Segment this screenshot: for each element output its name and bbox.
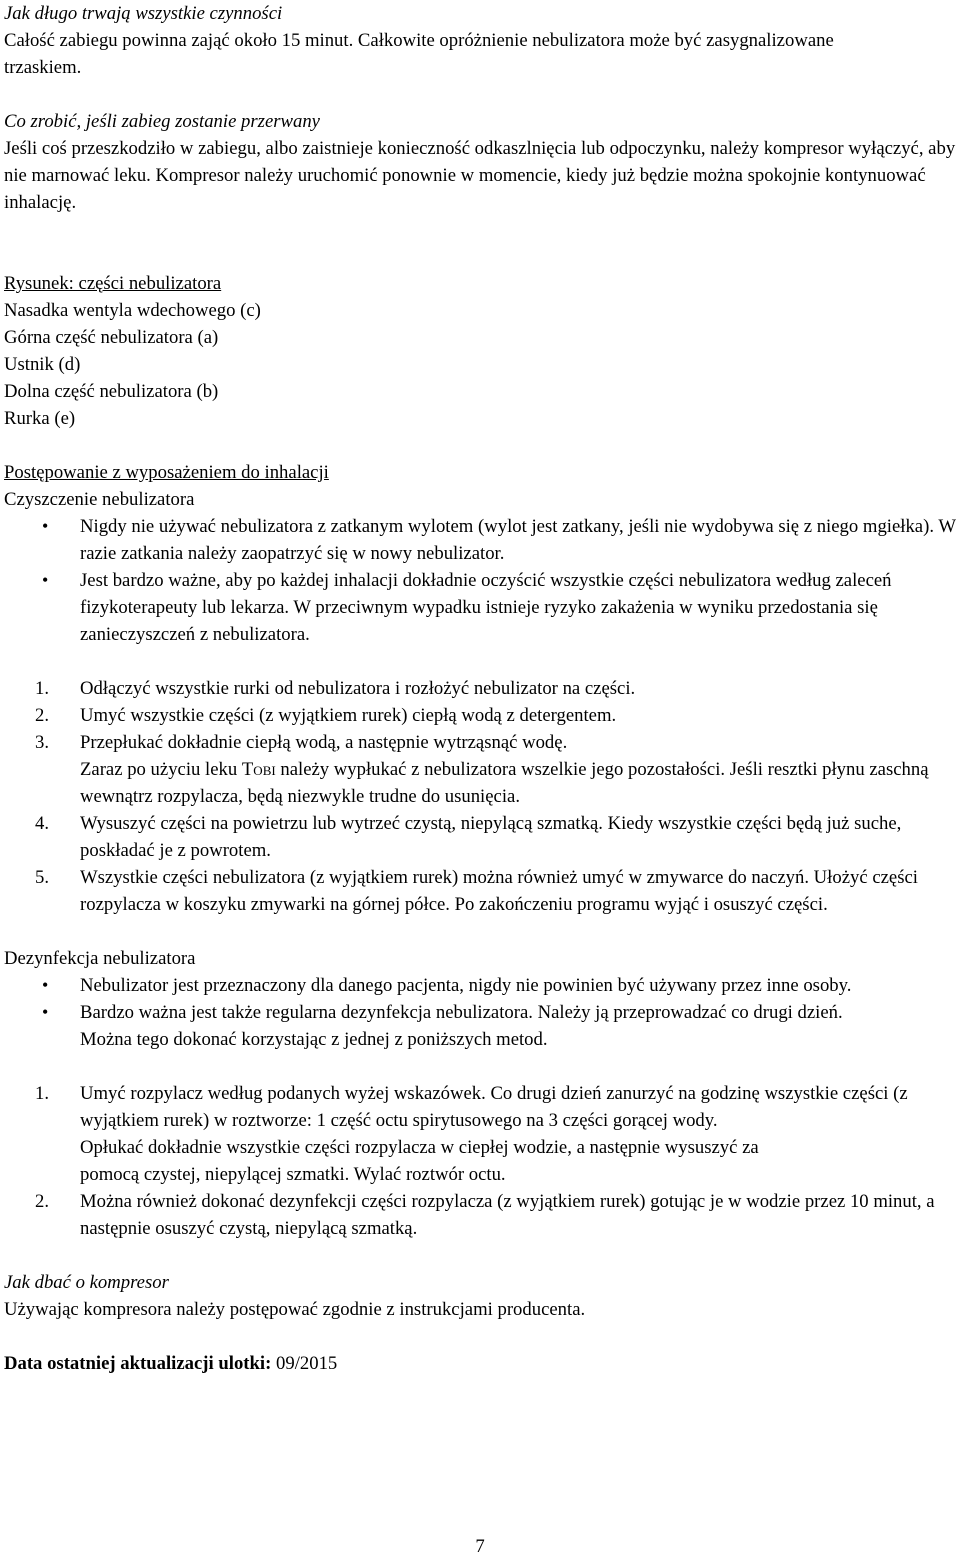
figure-part: Górna część nebulizatora (a) (4, 327, 219, 348)
step-text: Wszystkie części nebulizatora (z wyjątkiem rurek) można również umyć w zmywarce do naczyń. Ułożyć części rozpylacza w koszyku zmywarki na górnej półce. Po zakończeniu programu wyjąć i osuszyć części. (80, 867, 918, 915)
page-number: 7 (475, 1536, 485, 1557)
list-item: • Jest bardzo ważne, aby po każdej inhalacji dokładnie oczyścić wszystkie części nebulizatora według zaleceń fizykoterapeuty lub lekarza. W przeciwnym wypadku istnieje ryzyko zakażenia w wyniku przedostania się zanieczyszczeń z nebulizatora. (4, 567, 956, 648)
duration-heading: Jak długo trwają wszystkie czynności (4, 3, 283, 24)
figure-part: Nasadka wentyla wdechowego (c) (4, 300, 261, 321)
step-number: 2. (35, 1191, 50, 1212)
step-note: należy wypłukać z nebulizatora wszelkie jego pozostałości. Jeśli resztki płynu zaschną wewnątrz rozpylacza, będą niezwykle trudne do usunięcia. (80, 759, 929, 807)
step-number: 4. (35, 813, 50, 834)
step-number: 1. (35, 1083, 50, 1104)
list-item (4, 729, 956, 810)
compressor-heading: Jak dbać o kompresor (4, 1272, 169, 1293)
brand-name: Tobi (241, 759, 276, 780)
update-date: 09/2015 (271, 1353, 338, 1374)
duration-text: Całość zabiegu powinna zająć około 15 minut. Całkowite opróżnienie nebulizatora może być zasygnalizowane trzaskiem. (4, 30, 834, 78)
list-item (4, 810, 956, 864)
update-label: Data ostatniej aktualizacji ulotki: (4, 1353, 272, 1374)
step-note: Zaraz po użyciu leku (80, 759, 242, 780)
figure-part: Rurka (e) (4, 408, 76, 429)
cleaning-bullets (4, 513, 956, 648)
cleaning-steps (4, 675, 956, 918)
list-item (4, 864, 956, 918)
figure-part: Ustnik (d) (4, 354, 81, 375)
list-item: • Nigdy nie używać nebulizatora z zatkanym wylotem (wylot jest zatkany, jeśli nie wydobywa się z niego mgiełka). W razie zatkania należy zaopatrzyć się w nowy nebulizator. (4, 513, 956, 567)
step-note: Opłukać dokładnie wszystkie części rozpylacza w ciepłej wodzie, a następnie wysuszyć za pomocą czystej, niepylącej szmatki. Wylać roztwór octu. (80, 1137, 759, 1185)
list-item: • Nebulizator jest przeznaczony dla danego pacjenta, nigdy nie powinien być używany przez inne osoby. (4, 972, 884, 999)
list-item (4, 1080, 956, 1188)
step-text: Przepłukać dokładnie ciepłą wodą, a następnie wytrząsnąć wodę. (80, 732, 568, 753)
list-item (4, 675, 956, 702)
step-number: 3. (35, 732, 50, 753)
list-item (4, 702, 956, 729)
list-item: • Bardzo ważna jest także regularna dezynfekcja nebulizatora. Należy ją przeprowadzać co drugi dzień. Można tego dokonać korzystając z jednej z poniższych metod. (4, 999, 884, 1053)
figure-parts-list (4, 297, 956, 432)
step-text: Wysuszyć części na powietrzu lub wytrzeć czystą, niepylącą szmatką. Kiedy wszystkie części będą już suche, poskładać je z powrotem. (80, 813, 902, 861)
step-text: Odłączyć wszystkie rurki od nebulizatora i rozłożyć nebulizator na części. (80, 678, 636, 699)
step-text: Można również dokonać dezynfekcji części rozpylacza (z wyjątkiem rurek) gotując je w wodzie przez 10 minut, a następnie osuszyć czystą, niepylącą szmatką. (80, 1191, 935, 1239)
figure-heading: Rysunek: części nebulizatora (4, 273, 222, 294)
list-item (4, 1188, 956, 1242)
compressor-text: Używając kompresora należy postępować zgodnie z instrukcjami producenta. (4, 1299, 586, 1320)
interrupt-heading: Co zrobić, jeśli zabieg zostanie przerwany (4, 111, 320, 132)
step-number: 5. (35, 867, 50, 888)
disinfection-steps (4, 1080, 956, 1242)
interrupt-text: Jeśli coś przeszkodziło w zabiegu, albo zaistnieje konieczność odkaszlnięcia lub odpoczynku, należy kompresor wyłączyć, aby nie marnować leku. Kompresor należy uruchomić ponownie w momencie, kiedy już będzie można spokojnie kontynuować inhalację. (4, 138, 956, 213)
procedure-heading: Postępowanie z wyposażeniem do inhalacji (4, 462, 329, 483)
figure-part: Dolna część nebulizatora (b) (4, 381, 219, 402)
update-line (4, 1350, 956, 1377)
step-text: Umyć rozpylacz według podanych wyżej wskazówek. Co drugi dzień zanurzyć na godzinę wszystkie części (z wyjątkiem rurek) w roztworze: 1 część octu spirytusowego na 3 części gorącej wody. (80, 1083, 908, 1131)
document-page (4, 0, 956, 1377)
step-number: 2. (35, 705, 50, 726)
cleaning-heading: Czyszczenie nebulizatora (4, 489, 195, 510)
step-number: 1. (35, 678, 50, 699)
disinfection-bullets (4, 972, 884, 1053)
step-text: Umyć wszystkie części (z wyjątkiem rurek) ciepłą wodą z detergentem. (80, 705, 617, 726)
disinfection-heading: Dezynfekcja nebulizatora (4, 948, 196, 969)
